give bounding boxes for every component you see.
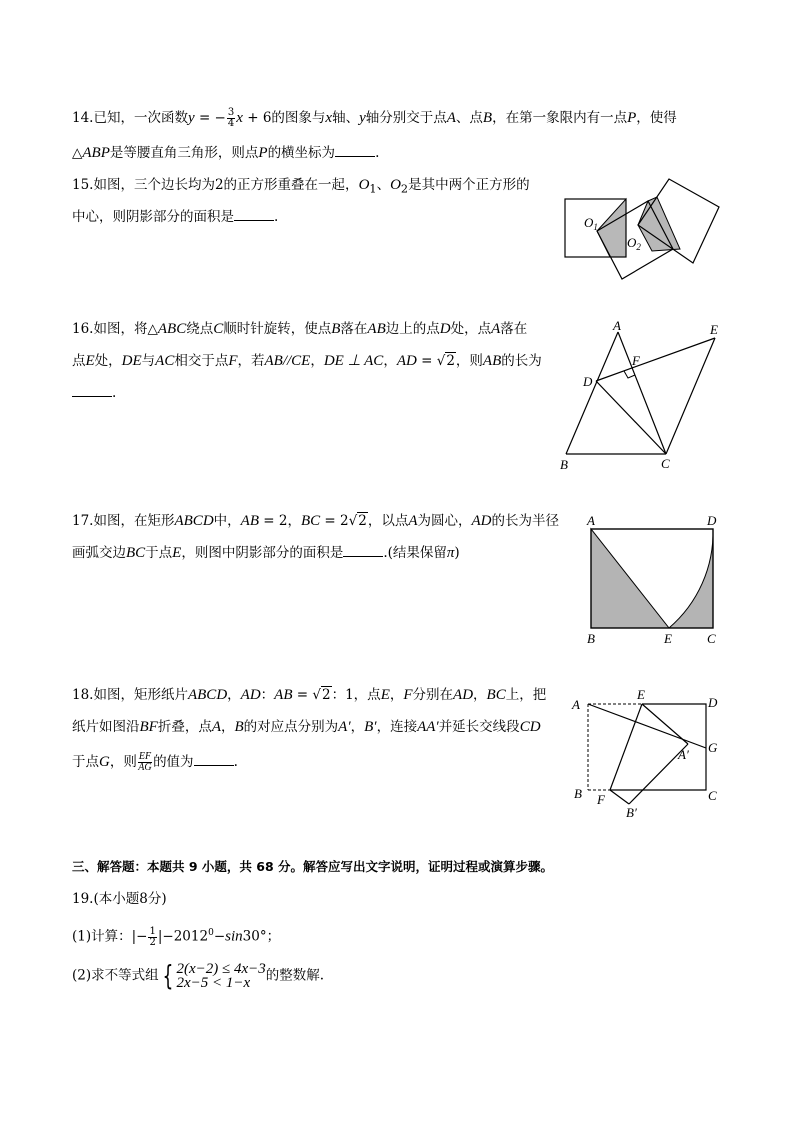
svg-text:B: B: [560, 457, 568, 472]
fraction: $\frac{1}{2}$: [149, 925, 156, 948]
svg-text:A: A: [613, 318, 621, 333]
q17-line2: 画弧交边BC于点E，则图中阴影部分的面积是 .(结果保留π): [72, 545, 460, 561]
svg-text:C: C: [661, 456, 670, 471]
label-o2: $O_2$: [627, 235, 641, 252]
svg-text:C: C: [708, 788, 717, 803]
q18-line2: 纸片如图沿BF折叠，点A，B的对应点分别为A′，B′，连接AA′并延长交线段CD: [72, 719, 541, 735]
svg-text:B′: B′: [626, 805, 637, 820]
svg-text:D: D: [583, 374, 593, 389]
svg-text:C: C: [707, 631, 716, 646]
svg-text:E: E: [637, 687, 645, 702]
q18-line3: 于点G，则 $\frac{EF}{AG}$ 的值为 .: [72, 751, 238, 773]
shaded-region-2: [638, 197, 680, 251]
answer-blank[interactable]: [194, 753, 234, 766]
svg-text:A: A: [587, 513, 595, 528]
svg-text:D: D: [708, 695, 718, 710]
label-o1: $O_1$: [584, 215, 598, 232]
q15-line2: 中心，则阴影部分的面积是 .: [72, 209, 279, 225]
q19-part1: (1)计算：|− $\frac{1}{2}$ $|-2012^0-\sin 30^\circ$；: [72, 925, 281, 948]
shaded-triangle: [591, 529, 669, 628]
q19-title: 19.(本小题8分): [72, 891, 167, 907]
q16-line2: 点E处，DE与AC相交于点F，若AB//CE，DE ⊥ AC，AD = √2，则AB的长为: [72, 353, 542, 369]
q14-line2: △ABP是等腰直角三角形，则点P的横坐标为 .: [72, 145, 380, 161]
q17-line1: 17.如图，在矩形ABCD中，AB = 2，BC = 2√2，以点A为圆心，AD的长为半径: [72, 513, 559, 529]
svg-text:A′: A′: [678, 747, 689, 762]
svg-text:B: B: [587, 631, 595, 646]
svg-text:E: E: [710, 322, 718, 337]
rectangle-edges: [610, 704, 706, 790]
svg-text:D: D: [707, 513, 717, 528]
svg-text:B: B: [574, 786, 582, 801]
shaded-corner: [669, 529, 713, 628]
section-heading: 三、解答题：本题共 9 小题，共 68 分。解答应写出文字说明，证明过程或演算步骤。: [72, 859, 554, 874]
q18-figure: [568, 686, 728, 822]
svg-text:F: F: [632, 353, 640, 368]
q15-figure: [560, 175, 730, 285]
answer-blank[interactable]: [234, 208, 274, 221]
inequality-system: 2(x−2) ≤ 4x−3 2x−5 < 1−x: [176, 961, 266, 991]
q16-figure: [555, 318, 730, 473]
svg-text:G: G: [708, 740, 718, 755]
q17-figure: [582, 510, 727, 650]
q19-part2: (2)求不等式组 { 2(x−2) ≤ 4x−3 2x−5 < 1−x 的整数解.: [72, 959, 325, 992]
svg-text:F: F: [597, 792, 605, 807]
svg-text:E: E: [664, 631, 672, 646]
answer-blank[interactable]: [335, 144, 375, 157]
q18-line1: 18.如图，矩形纸片ABCD，AD：AB = √2：1，点E，F分别在AD，BC上，把: [72, 687, 547, 703]
fraction: $\frac{3}{4}$: [227, 107, 235, 129]
q16-line1: 16.如图，将△ABC绕点C顺时针旋转，使点B落在AB边上的点D处，点A落在: [72, 321, 528, 337]
answer-blank[interactable]: [343, 544, 383, 557]
q16-line3: .: [72, 384, 116, 402]
svg-text:A: A: [572, 697, 580, 712]
q14-line1: 14.已知，一次函数y = − $\frac{3}{4}$ x + 6的图象与x轴、y轴分别交于点A、点B，在第一象限内有一点P，使得: [72, 107, 677, 129]
q15-line1: 15.如图，三个边长均为2的正方形重叠在一起，$O_1$、$O_2$是其中两个正方形的: [72, 177, 530, 196]
fraction: $\frac{EF}{AG}$: [138, 751, 152, 773]
answer-blank[interactable]: [72, 384, 112, 397]
